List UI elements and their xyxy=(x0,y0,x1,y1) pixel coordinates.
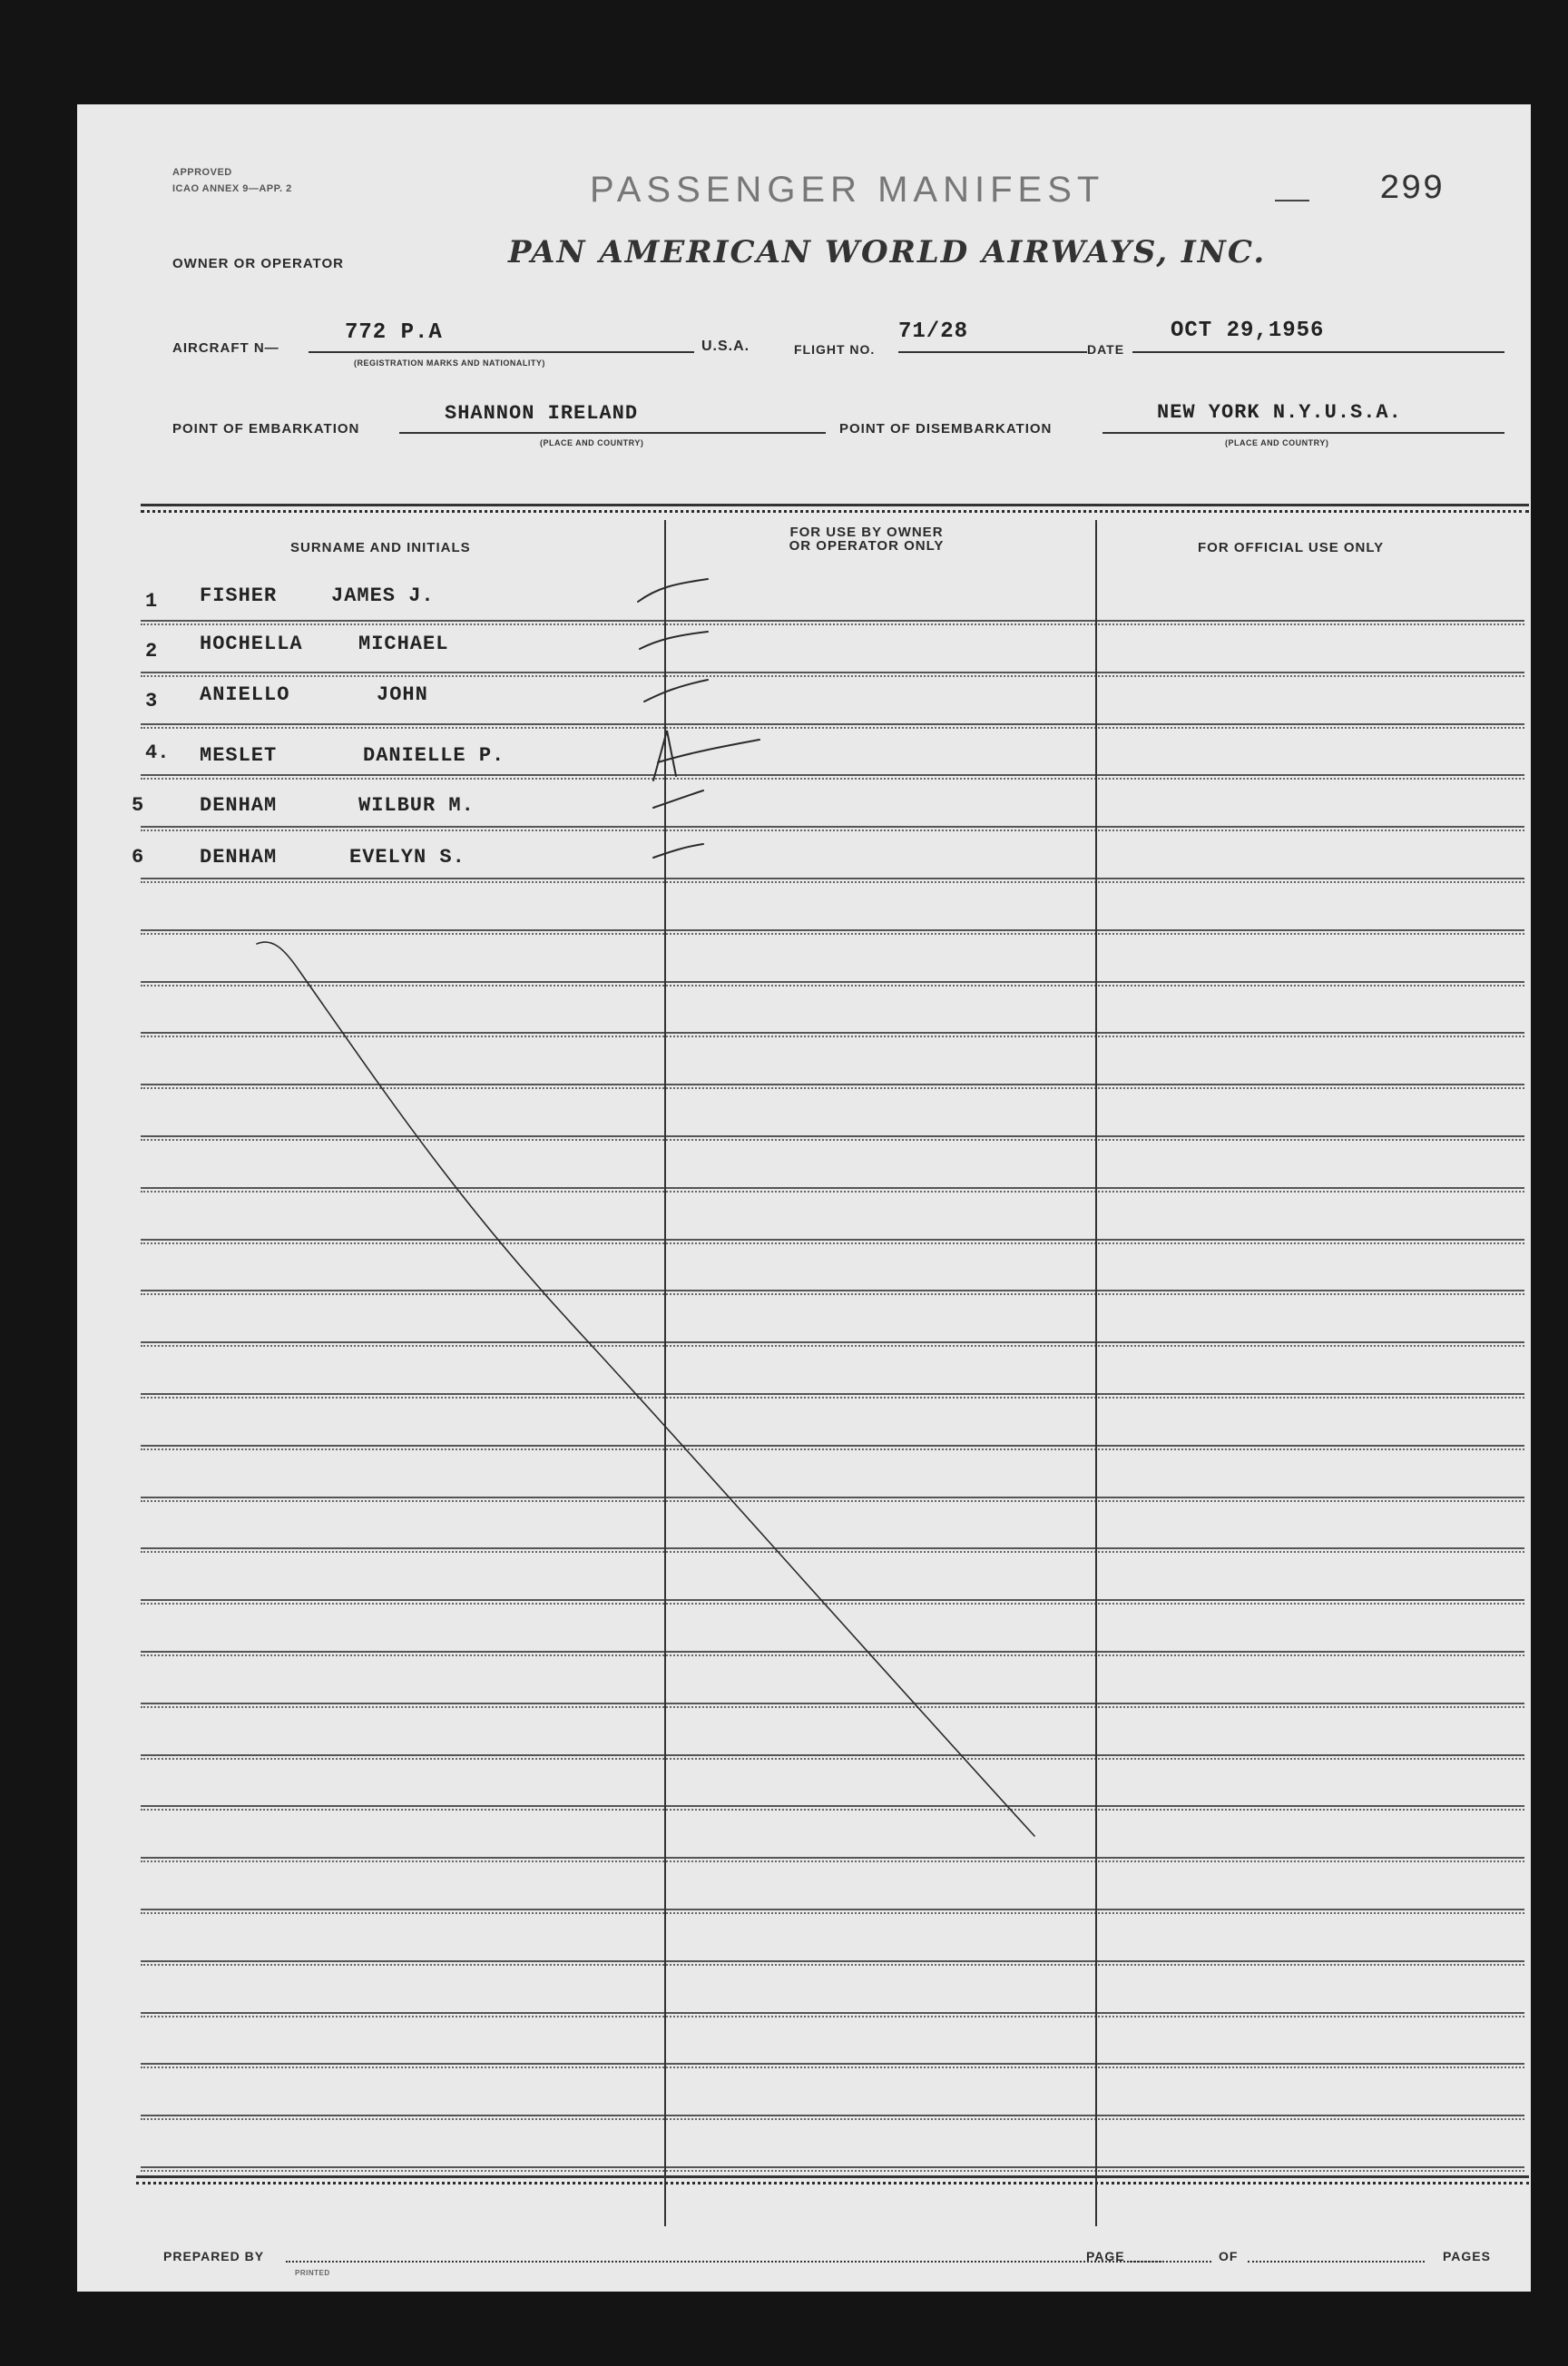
row-number: 6 xyxy=(132,846,144,869)
aircraft-label: AIRCRAFT N— xyxy=(172,340,279,356)
page-label: PAGE xyxy=(1086,2249,1125,2263)
diagonal-strike-line xyxy=(257,942,1034,1836)
embarkation-caption: (PLACE AND COUNTRY) xyxy=(540,438,644,447)
flight-label: FLIGHT NO. xyxy=(794,342,876,357)
registration-caption: (REGISTRATION MARKS AND NATIONALITY) xyxy=(354,358,545,368)
check-mark-5 xyxy=(653,790,703,808)
owner-label: OWNER OR OPERATOR xyxy=(172,256,344,271)
of-label: OF xyxy=(1219,2249,1239,2263)
passenger-surname: DENHAM xyxy=(200,846,278,869)
disembarkation-caption: (PLACE AND COUNTRY) xyxy=(1225,438,1329,447)
passenger-surname: FISHER xyxy=(200,584,278,607)
aircraft-value: 772 P.A xyxy=(345,320,443,345)
usa-label: U.S.A. xyxy=(701,339,750,354)
of-line xyxy=(1248,2261,1425,2263)
col-header-owner-line2: OR OPERATOR ONLY xyxy=(789,538,945,554)
row-number: 3 xyxy=(145,690,158,712)
date-value: OCT 29,1956 xyxy=(1171,319,1325,343)
passenger-surname: ANIELLO xyxy=(200,683,290,706)
manifest-page xyxy=(77,104,1531,2292)
passenger-given-name: MICHAEL xyxy=(358,633,449,655)
check-mark-6 xyxy=(653,844,703,858)
page-number: 299 xyxy=(1379,170,1445,209)
check-mark-1 xyxy=(638,579,708,602)
pages-label: PAGES xyxy=(1443,2249,1491,2263)
passenger-surname: MESLET xyxy=(200,744,278,767)
prepared-by-label: PREPARED BY xyxy=(163,2249,265,2263)
page-line xyxy=(1130,2261,1211,2263)
page-title: PASSENGER MANIFEST xyxy=(590,170,1105,210)
row-number: 2 xyxy=(145,640,158,663)
printed-mark: PRINTED xyxy=(295,2269,330,2277)
company-name: PAN AMERICAN WORLD AIRWAYS, INC. xyxy=(508,234,1267,270)
passenger-given-name: WILBUR M. xyxy=(358,794,475,817)
col-header-surname: SURNAME AND INITIALS xyxy=(290,540,471,555)
disembarkation-value: NEW YORK N.Y.U.S.A. xyxy=(1157,401,1402,424)
table-bottom-rule-2 xyxy=(136,2182,1529,2184)
table-bottom-rule xyxy=(136,2175,1529,2178)
date-label: DATE xyxy=(1087,342,1125,357)
disembarkation-label: POINT OF DISEMBARKATION xyxy=(839,421,1053,437)
check-mark-2 xyxy=(640,632,708,649)
passenger-given-name: DANIELLE P. xyxy=(363,744,505,767)
col-header-official: FOR OFFICIAL USE ONLY xyxy=(1198,540,1385,555)
prepared-by-line xyxy=(286,2261,1161,2263)
approval-line-1: APPROVED xyxy=(172,167,232,178)
passenger-given-name: JAMES J. xyxy=(331,584,435,607)
passenger-given-name: EVELYN S. xyxy=(349,846,466,869)
row-number: 1 xyxy=(145,590,158,613)
passenger-surname: HOCHELLA xyxy=(200,633,303,655)
passenger-surname: DENHAM xyxy=(200,794,278,817)
check-mark-3 xyxy=(644,680,708,702)
row-number: 5 xyxy=(132,794,144,817)
embarkation-label: POINT OF EMBARKATION xyxy=(172,421,360,437)
passenger-given-name: JOHN xyxy=(377,683,428,706)
approval-line-2: ICAO ANNEX 9—APP. 2 xyxy=(172,183,292,194)
col-header-owner-line1: FOR USE BY OWNER xyxy=(789,525,944,540)
flight-value: 71/28 xyxy=(898,319,969,344)
embarkation-value: SHANNON IRELAND xyxy=(445,402,639,425)
row-number: 4. xyxy=(145,741,170,764)
handwritten-marks xyxy=(77,104,1531,2292)
check-mark-4 xyxy=(653,731,760,780)
